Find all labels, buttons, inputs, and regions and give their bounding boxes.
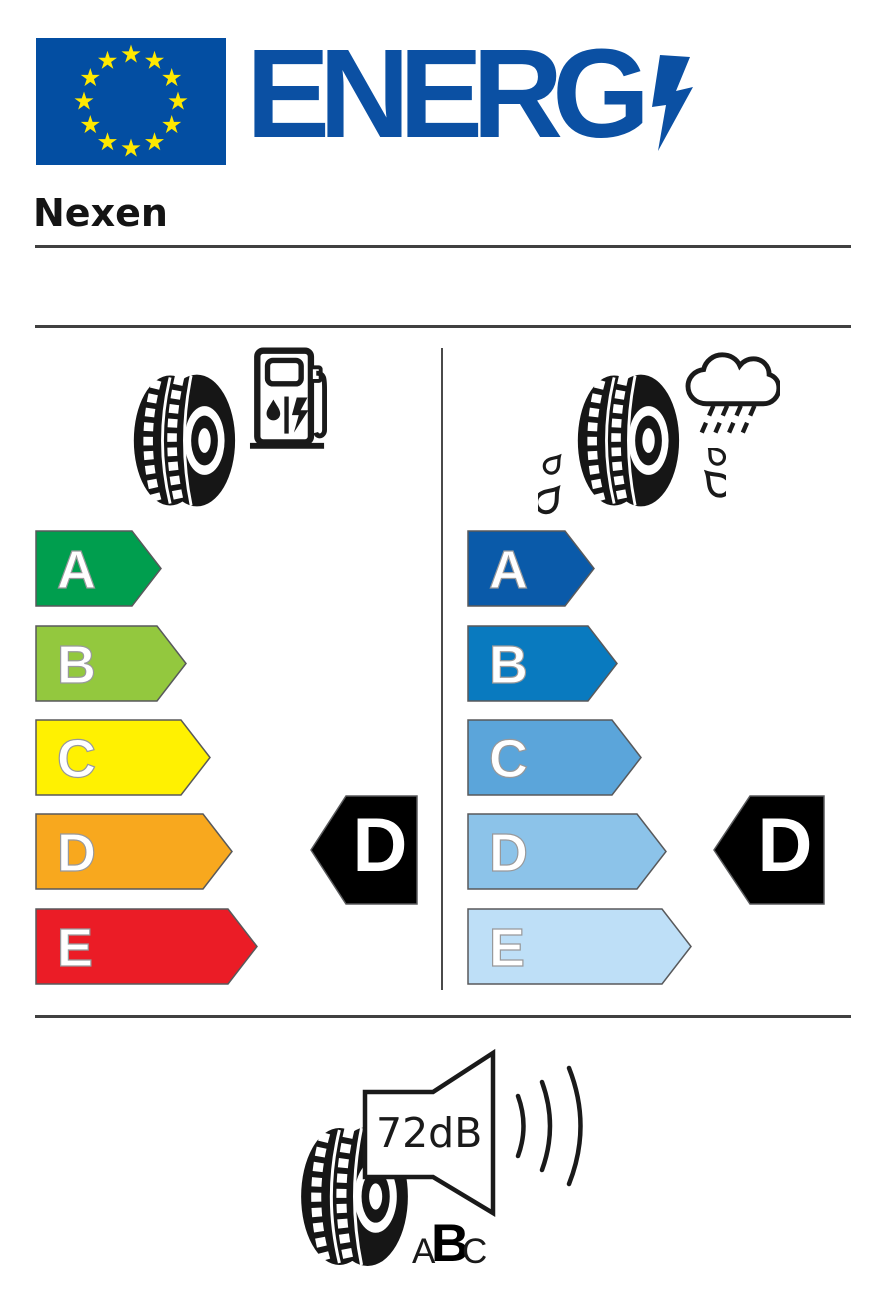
fuel-rating-value: D	[352, 803, 408, 888]
wet-grip-class-b-label: B	[489, 635, 528, 695]
rain-lines	[701, 406, 755, 435]
sound-waves-icon	[512, 1058, 592, 1194]
noise-decibels: 72dB	[376, 1109, 483, 1157]
water-splash-icon	[682, 448, 726, 514]
noise-class-c-label: C	[462, 1232, 488, 1271]
water-splash-icon	[538, 452, 586, 516]
wet-grip-class-e-label: E	[489, 918, 526, 978]
eu-flag-icon	[36, 38, 226, 165]
noise-rating-value: B	[431, 1214, 470, 1273]
fuel-class-a-arrow	[35, 530, 162, 607]
fuel-class-c-label: C	[57, 729, 96, 789]
lightning-bolt-icon	[648, 50, 708, 155]
noise-class-a-label: A	[412, 1232, 436, 1271]
divider-line	[35, 1015, 851, 1018]
divider-line	[35, 245, 851, 248]
wet-grip-class-a-arrow	[467, 530, 595, 607]
fuel-class-d-label: D	[57, 823, 96, 883]
brand-name: Nexen	[33, 191, 168, 235]
fuel-class-e-label: E	[57, 918, 94, 978]
fuel-pump-icon	[249, 346, 327, 450]
energ-logo-text: ENERG	[246, 23, 640, 164]
divider-line	[35, 325, 851, 328]
tire-icon	[574, 371, 681, 510]
fuel-class-b-label: B	[57, 635, 96, 695]
fuel-class-a-label: A	[57, 540, 96, 600]
wet-grip-class-d-label: D	[489, 823, 528, 883]
wet-grip-class-c-label: C	[489, 729, 528, 789]
tire-icon	[130, 371, 237, 510]
wet-grip-rating-value: D	[757, 803, 813, 888]
rain-cloud-icon	[682, 349, 780, 437]
column-divider-line	[441, 348, 443, 990]
wet-grip-class-a-label: A	[489, 540, 528, 600]
